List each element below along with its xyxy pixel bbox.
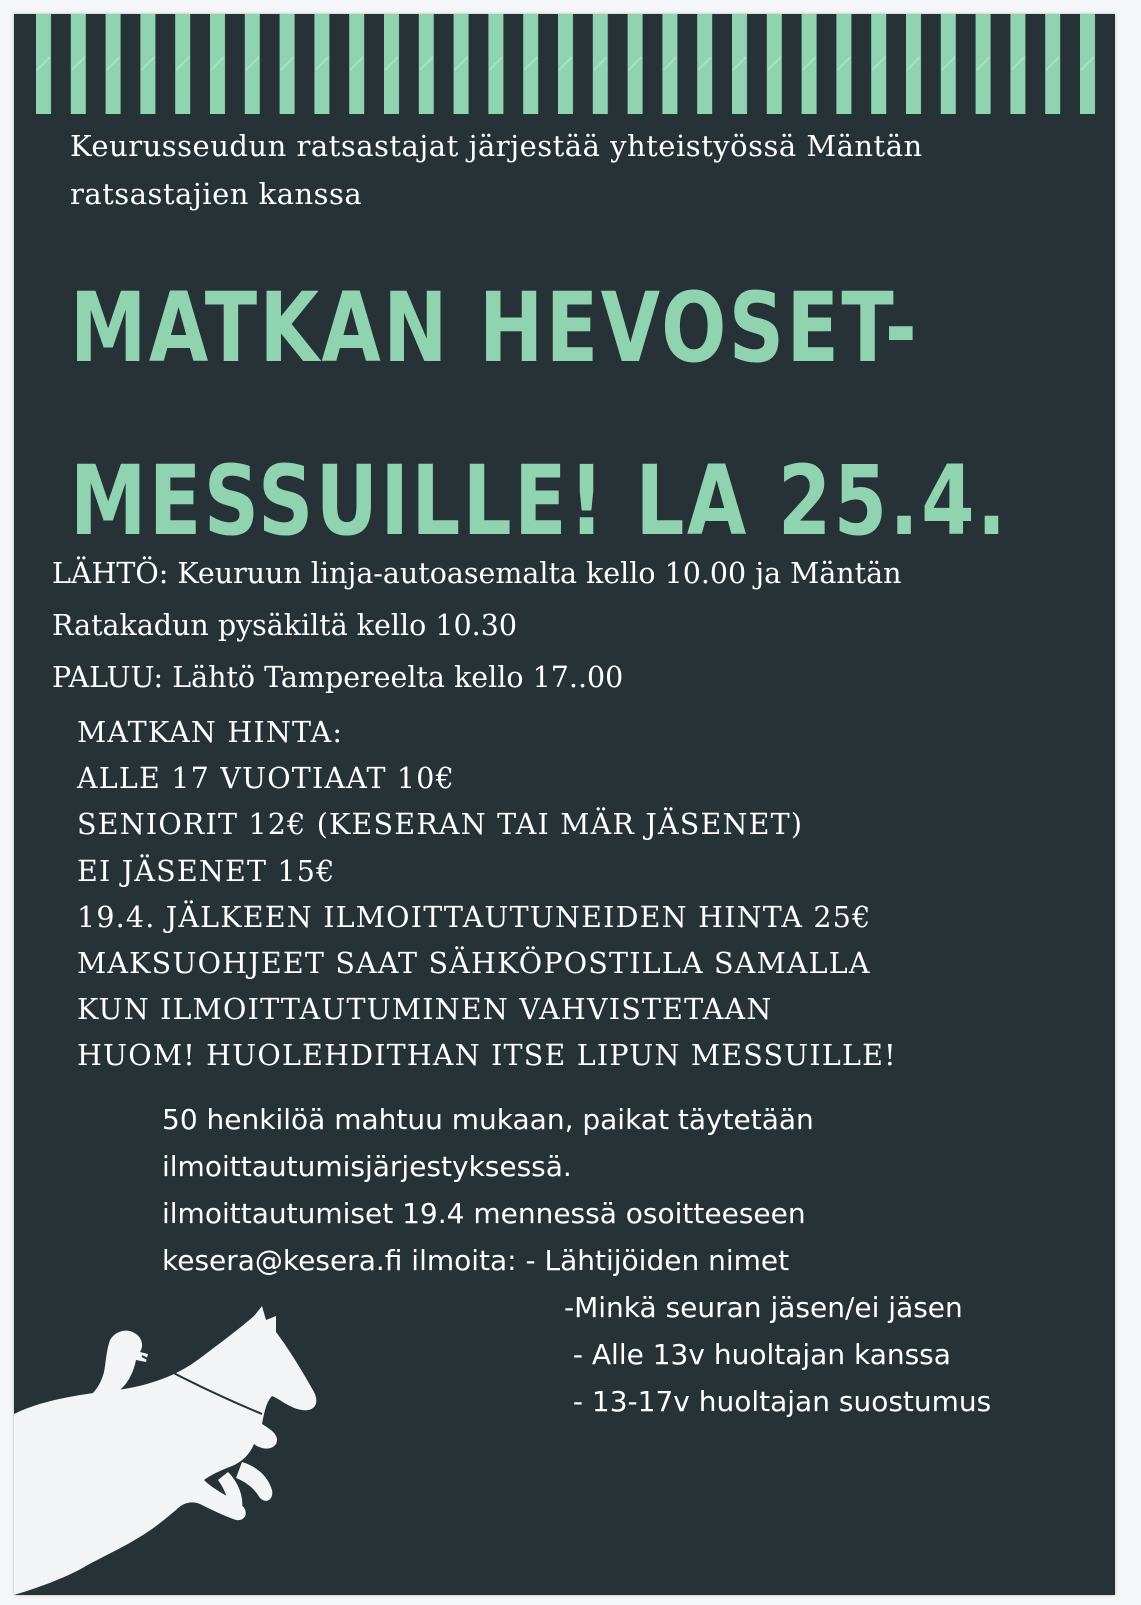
requirement-membership: -Minkä seuran jäsen/ei jäsen	[564, 1291, 963, 1324]
departure-line-2: Ratakadun pysäkiltä kello 10.30	[52, 609, 517, 642]
departure-info	[52, 548, 1092, 704]
title-line-1: MATKAN HEVOSET-	[70, 272, 920, 384]
intro-line-2: ratsastajien kanssa	[70, 177, 363, 211]
signup-requirements	[564, 1284, 1084, 1425]
email-line: kesera@kesera.fi ilmoita: - Lähtijöiden nimet	[162, 1244, 790, 1277]
page-title	[70, 242, 1009, 588]
capacity-line: 50 henkilöä mahtuu mukaan, paikat täytetään	[162, 1103, 814, 1136]
order-line: ilmoittautumisjärjestyksessä.	[162, 1150, 572, 1183]
payment-note-2: KUN ILMOITTAUTUMINEN VAHVISTETAAN	[77, 993, 773, 1027]
price-late: 19.4. JÄLKEEN ILMOITTAUTUNEIDEN HINTA 25€	[77, 900, 872, 934]
deadline-line: ilmoittautumiset 19.4 mennessä osoitteeseen	[162, 1197, 806, 1230]
price-info	[77, 710, 1077, 1080]
signup-info	[162, 1096, 1062, 1284]
departure-line-1: LÄHTÖ: Keuruun linja-autoasemalta kello 10.00 ja Mäntän	[52, 557, 902, 590]
requirement-under-13: - Alle 13v huoltajan kanssa	[564, 1338, 951, 1371]
payment-note-1: MAKSUOHJEET SAAT SÄHKÖPOSTILLA SAMALLA	[77, 947, 871, 981]
return-line: PALUU: Lähtö Tampereelta kello 17..00	[52, 661, 624, 694]
price-heading: MATKAN HINTA:	[77, 716, 344, 749]
event-poster	[14, 14, 1115, 1595]
horse-rider-silhouette-icon	[14, 1304, 334, 1595]
price-non-members: EI JÄSENET 15€	[77, 854, 336, 888]
stripe-border	[14, 14, 1115, 114]
price-under-17: ALLE 17 VUOTIAAT 10€	[77, 762, 455, 796]
intro-line-1: Keurusseudun ratsastajat järjestää yhteistyössä Mäntän	[70, 129, 923, 163]
requirement-13-17: - 13-17v huoltajan suostumus	[564, 1385, 992, 1418]
title-line-2: MESSUILLE! LA 25.4.	[70, 445, 1009, 557]
intro-text	[70, 122, 1070, 218]
ticket-note: HUOM! HUOLEHDITHAN ITSE LIPUN MESSUILLE!	[77, 1039, 897, 1073]
price-seniors: SENIORIT 12€ (KESERAN TAI MÄR JÄSENET)	[77, 808, 804, 842]
